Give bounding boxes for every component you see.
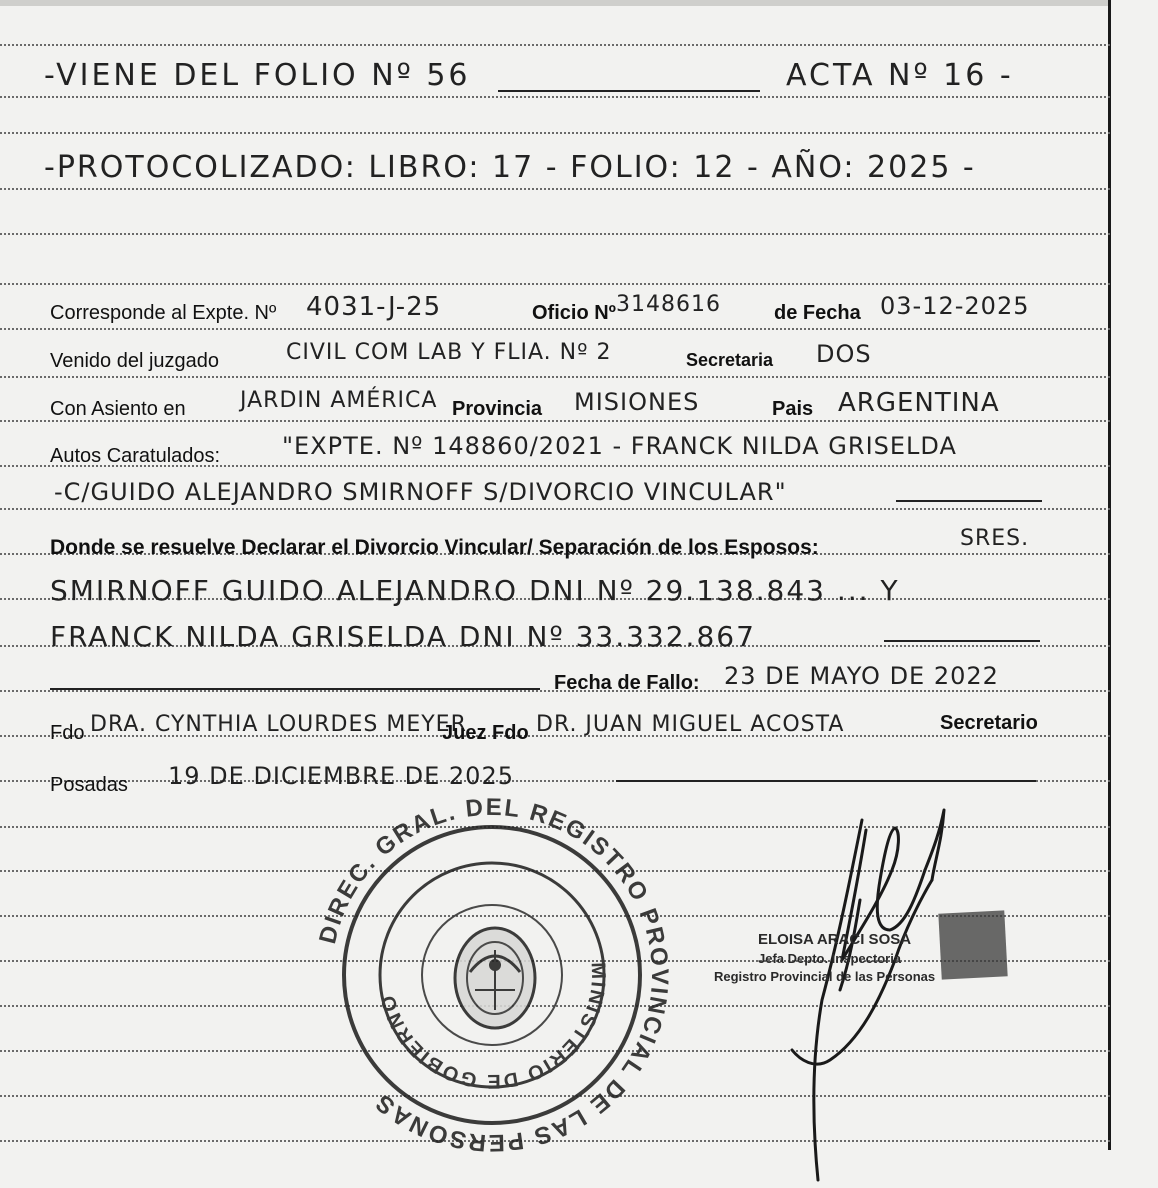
autos-label: Autos Caratulados: xyxy=(50,445,221,467)
seal-inner-text: MINISTERIO DE GOBIERNO xyxy=(376,962,610,1093)
fallo-value: 23 DE MAYO DE 2022 xyxy=(724,662,999,690)
autos-value-1: "EXPTE. Nº 148860/2021 - FRANCK NILDA GRISELDA xyxy=(282,432,957,460)
donde-value: SRES. xyxy=(960,526,1030,551)
acta-number: ACTA Nº 16 - xyxy=(786,58,1014,93)
donde-label: Donde se resuelve Declarar el Divorcio Vincular/ Separación de los Esposos: xyxy=(50,536,819,559)
stamp-office: Registro Provincial de las Personas xyxy=(714,969,936,984)
stamp-name: ELOISA ARACI SOSA xyxy=(758,931,912,948)
autos-value-2: -C/GUIDO ALEJANDRO SMIRNOFF S/DIVORCIO VINCULAR" xyxy=(54,478,787,506)
pais-label: Pais xyxy=(772,398,814,420)
venido-label: Venido del juzgado xyxy=(50,350,220,372)
fecha-label: de Fecha xyxy=(774,302,861,324)
oficio-value: 3148616 xyxy=(616,292,721,317)
oficio-label: Oficio Nº xyxy=(532,302,616,324)
esposa-line: FRANCK NILDA GRISELDA DNI Nº 33.332.867 xyxy=(50,620,756,653)
asiento-value: JARDIN AMÉRICA xyxy=(240,388,438,413)
stamp-smudge xyxy=(938,910,1007,979)
juez-label: Juez Fdo xyxy=(442,722,529,744)
asiento-label: Con Asiento en xyxy=(50,398,186,420)
corresponde-label: Corresponde al Expte. Nº xyxy=(50,302,277,324)
secretaria-label: Secretaria xyxy=(686,350,774,370)
posadas-value: 19 DE DICIEMBRE DE 2025 xyxy=(168,762,514,790)
juez-value: DRA. CYNTHIA LOURDES MEYER xyxy=(90,712,467,737)
viene-del-folio: -VIENE DEL FOLIO Nº 56 xyxy=(44,58,471,93)
protocolizado: -PROTOCOLIZADO: LIBRO: 17 - FOLIO: 12 - AÑO: 2025 - xyxy=(44,150,976,185)
esposo-line: SMIRNOFF GUIDO ALEJANDRO DNI Nº 29.138.843 ... Y xyxy=(50,574,900,607)
secretario-value: DR. JUAN MIGUEL ACOSTA xyxy=(536,712,845,737)
stamp-title: Jefa Depto. Inspectoria xyxy=(758,951,902,966)
fecha-value: 03-12-2025 xyxy=(880,292,1030,320)
fdo-label: Fdo xyxy=(50,722,85,744)
secretaria-value: DOS xyxy=(816,340,872,368)
venido-value: CIVIL COM LAB Y FLIA. Nº 2 xyxy=(286,340,612,365)
provincia-value: MISIONES xyxy=(574,388,700,416)
pais-value: ARGENTINA xyxy=(838,388,1000,418)
provincia-label: Provincia xyxy=(452,398,543,420)
posadas-label: Posadas xyxy=(50,774,128,796)
expte-value: 4031-J-25 xyxy=(306,292,442,322)
secretario-label: Secretario xyxy=(940,712,1038,734)
seal-outer-text: DIREC. GRAL. DEL REGISTRO PROVINCIAL DE LAS PERSONAS xyxy=(314,793,674,1157)
fallo-label: Fecha de Fallo: xyxy=(554,672,700,694)
